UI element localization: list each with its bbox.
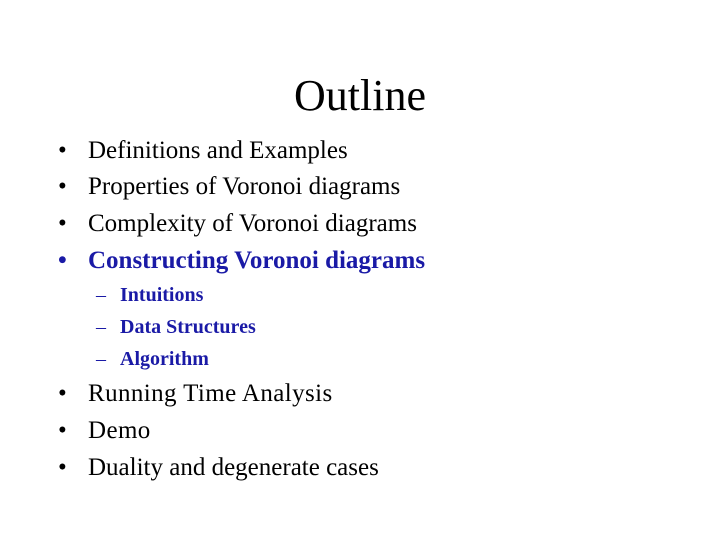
bullet-marker: • [58, 417, 68, 444]
dash-marker: – [96, 316, 106, 338]
bullet-item [58, 416, 151, 446]
bullet-marker: • [58, 210, 67, 237]
bullet-label: Constructing Voronoi diagrams [88, 247, 426, 274]
bullet-label: Duality and degenerate cases [88, 454, 379, 481]
bullet-item [58, 379, 333, 409]
bullet-item [58, 136, 348, 166]
bullet-marker: • [58, 137, 67, 164]
bullet-marker: • [58, 454, 67, 481]
sub-bullet-label: Intuitions [120, 284, 204, 306]
bullet-label: Definitions and Examples [88, 137, 348, 164]
sub-bullet-item [96, 315, 256, 339]
bullet-label: Running Time Analysis [88, 380, 333, 407]
sub-bullet-label: Algorithm [120, 348, 209, 370]
dash-marker: – [96, 348, 106, 370]
sub-bullet-label: Data Structures [120, 316, 256, 338]
bullet-item [58, 172, 400, 202]
slide-title-text: Outline [294, 71, 426, 120]
bullet-label: Demo [88, 417, 151, 444]
dash-marker: – [96, 284, 106, 306]
bullet-label: Complexity of Voronoi diagrams [88, 210, 417, 237]
bullet-item [58, 209, 417, 239]
bullet-label: Properties of Voronoi diagrams [88, 173, 401, 200]
sub-bullet-item [96, 283, 203, 307]
bullet-marker: • [58, 380, 68, 407]
bullet-marker: • [58, 247, 67, 274]
bullet-item-current [58, 246, 425, 276]
bullet-item [58, 453, 379, 483]
sub-bullet-item [96, 347, 209, 371]
bullet-marker: • [58, 173, 67, 200]
